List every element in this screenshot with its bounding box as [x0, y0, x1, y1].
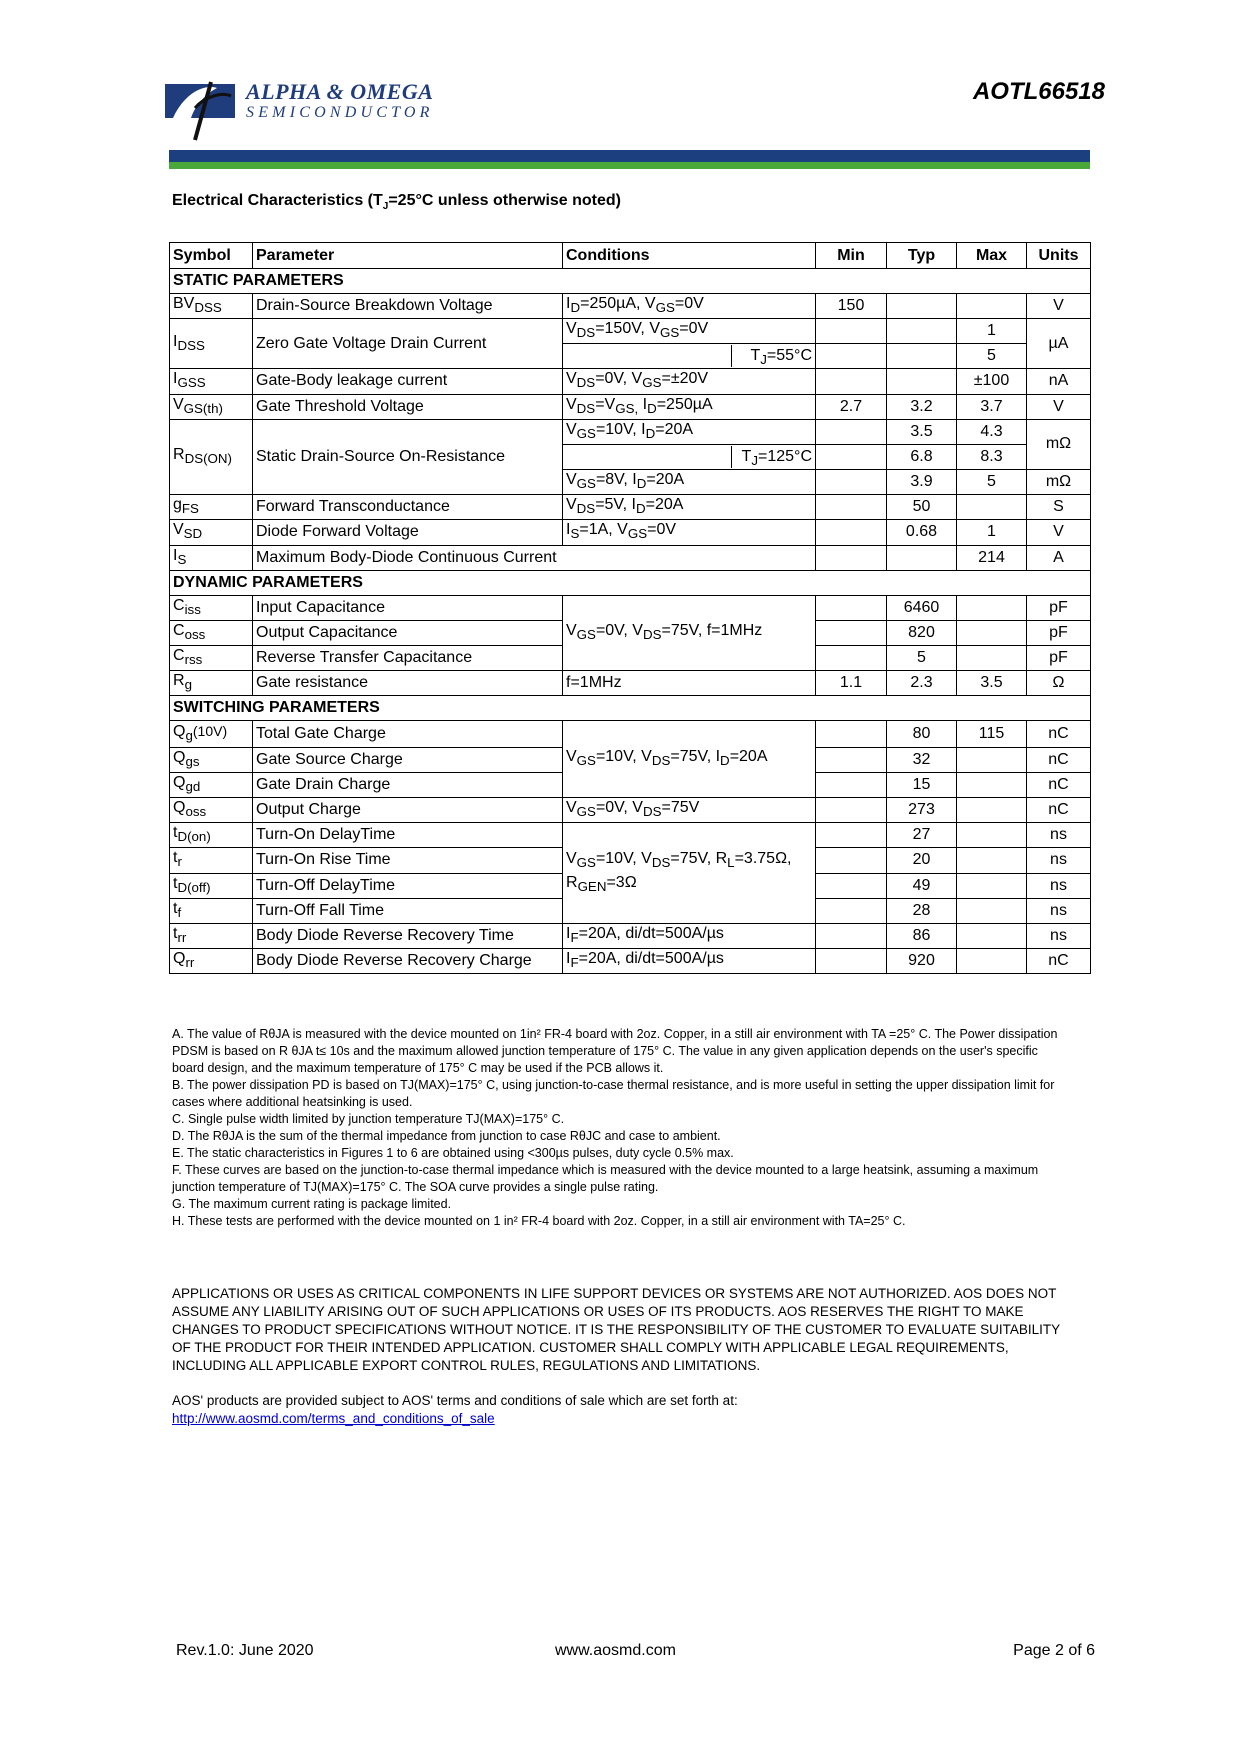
typ-cell: 15 — [887, 772, 957, 797]
parameter-cell: Static Drain-Source On-Resistance — [253, 419, 563, 494]
terms-link[interactable]: http://www.aosmd.com/terms_and_conditions_of_sale — [172, 1411, 495, 1426]
max-cell: 5 — [957, 469, 1027, 494]
symbol-cell: $g_{FS}$ — [170, 495, 253, 520]
condition-cell: $V_{DS}=150V$, $V_{GS}=0V$ — [563, 319, 816, 344]
unit-cell: ns — [1027, 848, 1091, 873]
symbol-cell: $t_{D(off)}$ — [170, 873, 253, 898]
company-name-line1: ALPHA & OMEGA — [246, 79, 434, 104]
max-cell — [957, 294, 1027, 319]
table-row — [170, 545, 1091, 570]
switching-parameters-title: SWITCHING PARAMETERS — [170, 696, 1091, 721]
parameter-cell: Forward Transconductance — [253, 495, 563, 520]
unit-cell: ns — [1027, 923, 1091, 948]
symbol-cell: $R_g$ — [170, 671, 253, 696]
table-row — [170, 319, 1091, 344]
typ-cell: 820 — [887, 620, 957, 645]
static-parameters-title: STATIC PARAMETERS — [170, 269, 1091, 294]
typ-cell: 86 — [887, 923, 957, 948]
parameter-cell: Turn-On DelayTime — [253, 823, 563, 848]
parameter-cell: Body Diode Reverse Recovery Time — [253, 923, 563, 948]
condition-cell: $V_{GS}=0V$, $V_{DS}=75V$ — [563, 798, 816, 823]
max-cell: 8.3 — [957, 444, 1027, 469]
unit-cell: V — [1027, 394, 1091, 419]
table-row — [170, 294, 1091, 319]
parameter-cell: Gate Threshold Voltage — [253, 394, 563, 419]
unit-cell: nC — [1027, 772, 1091, 797]
min-cell: 150 — [816, 294, 887, 319]
parameter-cell: Body Diode Reverse Recovery Charge — [253, 949, 563, 974]
max-cell: 3.5 — [957, 671, 1027, 696]
header-band-green — [169, 162, 1090, 169]
section-title: Electrical Characteristics ($T_J=25^\circ C$ unless otherwise noted) — [172, 192, 622, 213]
parameter-cell: Reverse Transfer Capacitance — [253, 646, 563, 671]
parameter-cell: Input Capacitance — [253, 595, 563, 620]
unit-cell: nC — [1027, 721, 1091, 747]
unit-cell: V — [1027, 294, 1091, 319]
max-cell: 1 — [957, 319, 1027, 344]
condition-cell: $V_{DS}=V_{GS,}$ $I_D=250\mu A$ — [563, 394, 816, 419]
unit-cell: V — [1027, 520, 1091, 545]
typ-cell: 6460 — [887, 595, 957, 620]
unit-cell: ns — [1027, 823, 1091, 848]
table-row — [170, 520, 1091, 545]
condition-cell: f=1MHz — [563, 671, 816, 696]
max-cell: 1 — [957, 520, 1027, 545]
header-band-blue — [169, 150, 1090, 162]
symbol-cell: $t_{rr}$ — [170, 923, 253, 948]
parameter-cell: Diode Forward Voltage — [253, 520, 563, 545]
parameter-cell: Turn-Off Fall Time — [253, 898, 563, 923]
table-row — [170, 798, 1091, 823]
symbol-cell: $Q_g(10V)$ — [170, 721, 253, 747]
parameter-cell: Total Gate Charge — [253, 721, 563, 747]
unit-cell: nC — [1027, 798, 1091, 823]
condition-cell: $V_{GS}=10V$, $I_D=20A$ — [563, 419, 816, 444]
parameter-cell: Drain-Source Breakdown Voltage — [253, 294, 563, 319]
typ-cell — [887, 294, 957, 319]
symbol-cell: $BV_{DSS}$ — [170, 294, 253, 319]
footer-page: Page 2 of 6 — [1013, 1642, 1095, 1659]
symbol-cell: $R_{DS(ON)}$ — [170, 419, 253, 494]
note-a: A. The value of RθJA is measured with the device mounted on 1in² FR-4 board with 2oz. Copper, in a still air environment with TA =25° C. The Power dissipation PDSM is based on R θJA t≤ 10s and the maximum allowed junction temperature of 175° C. The value in any given application depends on the user's specific board design, and the maximum temperature of 175° C may be used if the PCB allows it. — [172, 1027, 1061, 1075]
footer-website: www.aosmd.com — [555, 1642, 676, 1659]
table-row — [170, 671, 1091, 696]
company-name-line2: SEMICONDUCTOR — [246, 104, 434, 121]
symbol-cell: $Q_{gs}$ — [170, 747, 253, 772]
symbol-cell: $V_{GS(th)}$ — [170, 394, 253, 419]
electrical-characteristics-table — [169, 242, 1091, 974]
parameter-cell: Gate Source Charge — [253, 747, 563, 772]
max-cell: 4.3 — [957, 419, 1027, 444]
unit-cell: nC — [1027, 949, 1091, 974]
table-row — [170, 419, 1091, 444]
condition-cell: $V_{DS}=0V$, $V_{GS}=\pm 20V$ — [563, 369, 816, 394]
terms-text: AOS' products are provided subject to AOS' terms and conditions of sale which are set forth at: — [172, 1393, 738, 1408]
condition-cell: $V_{GS}=10V$, $V_{DS}=75V$, $I_D=20A$ — [563, 721, 816, 798]
symbol-cell: $Q_{oss}$ — [170, 798, 253, 823]
header-symbol: Symbol — [170, 243, 253, 269]
typ-cell: 3.5 — [887, 419, 957, 444]
unit-cell: A — [1027, 545, 1091, 570]
typ-cell: 6.8 — [887, 444, 957, 469]
symbol-cell: $t_{D(on)}$ — [170, 823, 253, 848]
header-units: Units — [1027, 243, 1091, 269]
condition-cell: $I_F=20A$, di/dt=500A/µs — [563, 949, 816, 974]
unit-cell: ns — [1027, 873, 1091, 898]
unit-cell: nA — [1027, 369, 1091, 394]
max-cell: 115 — [957, 721, 1027, 747]
condition-cell: $I_D=250\mu A$, $V_{GS}=0V$ — [563, 294, 816, 319]
note-h: H. These tests are performed with the device mounted on 1 in² FR-4 board with 2oz. Copper, in a still air environment with TA=25° C. — [172, 1214, 906, 1228]
condition-cell: $T_J=55^\circ C$ — [563, 344, 816, 369]
typ-cell: 49 — [887, 873, 957, 898]
disclaimer: APPLICATIONS OR USES AS CRITICAL COMPONENTS IN LIFE SUPPORT DEVICES OR SYSTEMS ARE NOT AUTHORIZED. AOS DOES NOT ASSUME ANY LIABILITY ARISING OUT OF SUCH APPLICATIONS OR USES OF ITS PRODUCTS. AOS RESERVES THE RIGHT TO MAKE CHANGES TO PRODUCT SPECIFICATIONS WITHOUT NOTICE. IT IS THE RESPONSIBILITY OF THE CUSTOMER TO EVALUATE SUITABILITY OF THE PRODUCT FOR THEIR INTENDED APPLICATION. CUSTOMER SHALL COMPLY WITH APPLICABLE LEGAL REQUIREMENTS, INCLUDING ALL APPLICABLE EXPORT CONTROL RULES, REGULATIONS AND LIMITATIONS. — [172, 1286, 1060, 1373]
unit-cell: ns — [1027, 898, 1091, 923]
symbol-cell: $I_{GSS}$ — [170, 369, 253, 394]
condition-cell: $V_{GS}=8V$, $I_D=20A$ — [563, 469, 816, 494]
symbol-cell: $C_{oss}$ — [170, 620, 253, 645]
min-cell: 2.7 — [816, 394, 887, 419]
table-row — [170, 595, 1091, 620]
condition-cell: $I_F=20A$, di/dt=500A/µs — [563, 923, 816, 948]
parameter-cell: Zero Gate Voltage Drain Current — [253, 319, 563, 369]
parameter-cell: Maximum Body-Diode Continuous Current — [253, 545, 816, 570]
parameter-cell: Gate resistance — [253, 671, 563, 696]
unit-cell: pF — [1027, 620, 1091, 645]
unit-cell: pF — [1027, 646, 1091, 671]
unit-cell: Ω — [1027, 671, 1091, 696]
condition-cell: $V_{GS}=10V$, $V_{DS}=75V$, $R_L=3.75\Omega$, $R_{GEN}=3\Omega$ — [563, 823, 816, 924]
dynamic-parameters-title: DYNAMIC PARAMETERS — [170, 570, 1091, 595]
note-c: C. Single pulse width limited by junction temperature TJ(MAX)=175° C. — [172, 1112, 565, 1126]
max-cell: 5 — [957, 344, 1027, 369]
symbol-cell: $t_r$ — [170, 848, 253, 873]
symbol-cell: $I_S$ — [170, 545, 253, 570]
condition-cell: $T_J=125^\circ C$ — [563, 444, 816, 469]
table-row — [170, 823, 1091, 848]
parameter-cell: Turn-Off DelayTime — [253, 873, 563, 898]
note-g: G. The maximum current rating is package limited. — [172, 1197, 452, 1211]
table-row — [170, 495, 1091, 520]
parameter-cell: Gate Drain Charge — [253, 772, 563, 797]
symbol-cell: $I_{DSS}$ — [170, 319, 253, 369]
note-b: B. The power dissipation PD is based on TJ(MAX)=175° C, using junction-to-case thermal resistance, and is more useful in setting the upper dissipation limit for cases where additional heatsinking is used. — [172, 1078, 1058, 1109]
max-cell: ±100 — [957, 369, 1027, 394]
company-name — [246, 80, 434, 122]
condition-cell: $I_S=1A$, $V_{GS}=0V$ — [563, 520, 816, 545]
typ-cell: 28 — [887, 898, 957, 923]
header-conditions: Conditions — [563, 243, 816, 269]
table-row — [170, 949, 1091, 974]
symbol-cell: $C_{iss}$ — [170, 595, 253, 620]
typ-cell: 0.68 — [887, 520, 957, 545]
symbol-cell: $t_f$ — [170, 898, 253, 923]
header-min: Min — [816, 243, 887, 269]
typ-cell: 5 — [887, 646, 957, 671]
footer-revision: Rev.1.0: June 2020 — [176, 1642, 314, 1659]
condition-cell: $V_{GS}=0V$, $V_{DS}=75V$, f=1MHz — [563, 595, 816, 671]
table-header-row — [170, 243, 1091, 269]
symbol-cell: $C_{rss}$ — [170, 646, 253, 671]
parameter-cell: Gate-Body leakage current — [253, 369, 563, 394]
parameter-cell: Output Charge — [253, 798, 563, 823]
unit-cell: mΩ — [1027, 419, 1091, 469]
header-max: Max — [957, 243, 1027, 269]
typ-cell: 20 — [887, 848, 957, 873]
max-cell: 214 — [957, 545, 1027, 570]
typ-cell: 80 — [887, 721, 957, 747]
footnotes — [172, 1026, 1072, 1230]
unit-cell: S — [1027, 495, 1091, 520]
typ-cell: 32 — [887, 747, 957, 772]
note-f: F. These curves are based on the junction-to-case thermal impedance which is measured with the device mounted to a large heatsink, assuming a maximum junction temperature of TJ(MAX)=175° C. The SOA curve provides a single pulse rating. — [172, 1163, 1042, 1194]
header-typ: Typ — [887, 243, 957, 269]
typ-cell: 2.3 — [887, 671, 957, 696]
symbol-cell: $Q_{gd}$ — [170, 772, 253, 797]
table-row — [170, 369, 1091, 394]
table-row — [170, 923, 1091, 948]
symbol-cell: $V_{SD}$ — [170, 520, 253, 545]
note-e: E. The static characteristics in Figures 1 to 6 are obtained using <300µs pulses, duty cycle 0.5% max. — [172, 1146, 734, 1160]
part-number: AOTL66518 — [972, 78, 1105, 105]
symbol-cell: $Q_{rr}$ — [170, 949, 253, 974]
header-parameter: Parameter — [253, 243, 563, 269]
typ-cell: 3.9 — [887, 469, 957, 494]
typ-cell: 3.2 — [887, 394, 957, 419]
min-cell: 1.1 — [816, 671, 887, 696]
table-row — [170, 721, 1091, 747]
condition-cell: $V_{DS}=5V$, $I_D=20A$ — [563, 495, 816, 520]
typ-cell: 50 — [887, 495, 957, 520]
typ-cell: 920 — [887, 949, 957, 974]
unit-cell: nC — [1027, 747, 1091, 772]
typ-cell: 27 — [887, 823, 957, 848]
unit-cell: µA — [1027, 319, 1091, 369]
note-d: D. The RθJA is the sum of the thermal impedance from junction to case RθJC and case to ambient. — [172, 1129, 721, 1143]
terms-block — [172, 1392, 1072, 1428]
typ-cell: 273 — [887, 798, 957, 823]
unit-cell: mΩ — [1027, 469, 1091, 494]
parameter-cell: Turn-On Rise Time — [253, 848, 563, 873]
max-cell: 3.7 — [957, 394, 1027, 419]
unit-cell: pF — [1027, 595, 1091, 620]
table-row — [170, 394, 1091, 419]
parameter-cell: Output Capacitance — [253, 620, 563, 645]
